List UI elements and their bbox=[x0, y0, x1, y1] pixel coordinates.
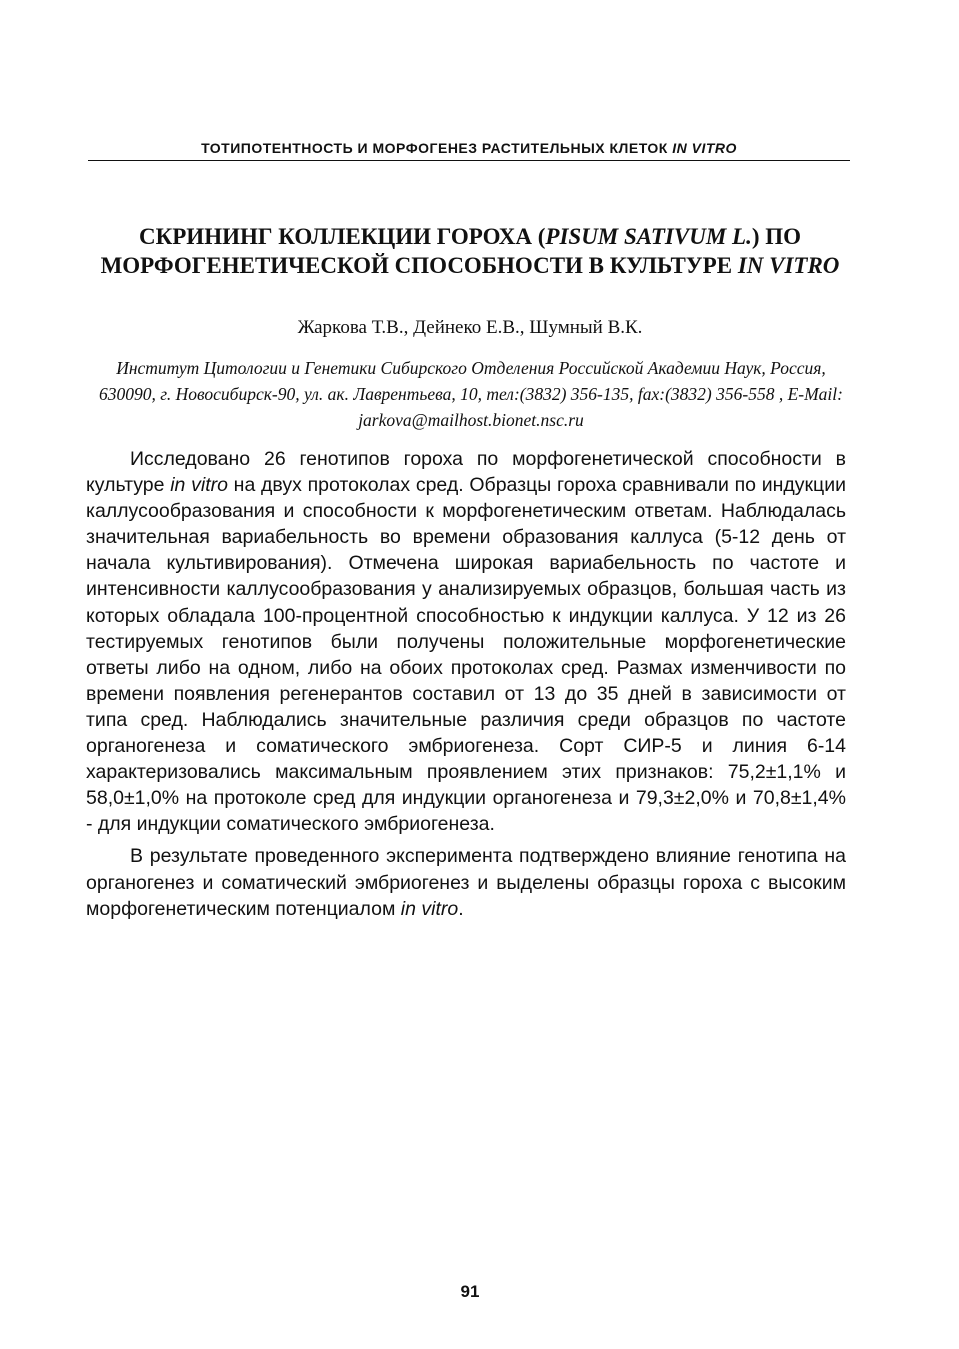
header-rule bbox=[88, 160, 850, 161]
title-part2: ) ПО МОРФОГЕНЕТИЧЕСКОЙ СПОСОБНОСТИ В КУЛЬТУРЕ bbox=[100, 224, 802, 278]
abstract-p1-b: на двух протоколах сред. Образцы гороха сравнивали по индукции каллусообразования и способности к морфогенетическим ответам. Наблюдалась значительная вариабельность во времени образования каллуса (5-12 день от начала культивирования). Отмечена широкая вариабельность по частоте и интенсивности каллусообразования у анализируемых образцов, большая часть из которых обладала 100-процентной способностью к индукции каллуса. У 12 из 26 тестируемых генотипов были получены положительные морфогенетические ответы либо на одном, либо на обоих протоколах сред. Размах изменчивости по времени появления регенерантов составил от 13 до 35 дней в зависимости от типа сред. Наблюдались значительные различия среди образцов по частоте органогенеза и соматического эмбриогенеза. Сорт СИР-5 и линия 6-14 характеризовались максимальным проявлением этих признаков: 75,2±1,1% и 58,0±1,0% на протоколе сред для индукции органогенеза и 79,3±2,0% и 70,8±1,4% - для индукции соматического эмбриогенеза. bbox=[86, 474, 847, 836]
article-title bbox=[90, 222, 850, 280]
abstract-p1-a: Исследовано 26 генотипов гороха по морфогенетической способности в культуре bbox=[86, 448, 846, 497]
abstract-p2-b: . bbox=[458, 897, 464, 920]
page-number: 91 bbox=[460, 1282, 480, 1301]
running-header bbox=[88, 140, 850, 156]
running-header-text: ТОТИПОТЕНТНОСТЬ И МОРФОГЕНЕЗ РАСТИТЕЛЬНЫХ КЛЕТОК bbox=[201, 140, 668, 156]
authors: Жаркова Т.В., Дейнеко Е.В., Шумный В.К. bbox=[297, 317, 643, 338]
running-header-italic: IN VITRO bbox=[672, 140, 737, 156]
abstract-paragraph-2 bbox=[86, 843, 846, 921]
abstract-paragraph-1 bbox=[86, 446, 846, 837]
title-italic-end: IN VITRO bbox=[737, 253, 840, 278]
title-latin: PISUM SATIVUM L. bbox=[545, 224, 752, 249]
abstract-p2-a: В результате проведенного эксперимента подтверждено влияние генотипа на органогенез и соматический эмбриогенез и выделены образцы гороха с высоким морфогенетическим потенциалом bbox=[86, 845, 846, 920]
title-part1: СКРИНИНГ КОЛЛЕКЦИИ ГОРОХА ( bbox=[138, 224, 546, 249]
affiliation: Институт Цитологии и Генетики Сибирского Отделения Российской Академии Наук, Россия, 630090, г. Новосибирск-90, ул. ак. Лаврентьева, 10, тел:(3832) 356-135, fax:(3832) 356-558 , E-Mail: jarkova@mailhost.bionet.nsc.ru bbox=[99, 358, 843, 430]
abstract bbox=[86, 446, 846, 922]
abstract-p1-italic: in vitro bbox=[170, 474, 228, 497]
abstract-p2-italic: in vitro bbox=[400, 897, 459, 920]
